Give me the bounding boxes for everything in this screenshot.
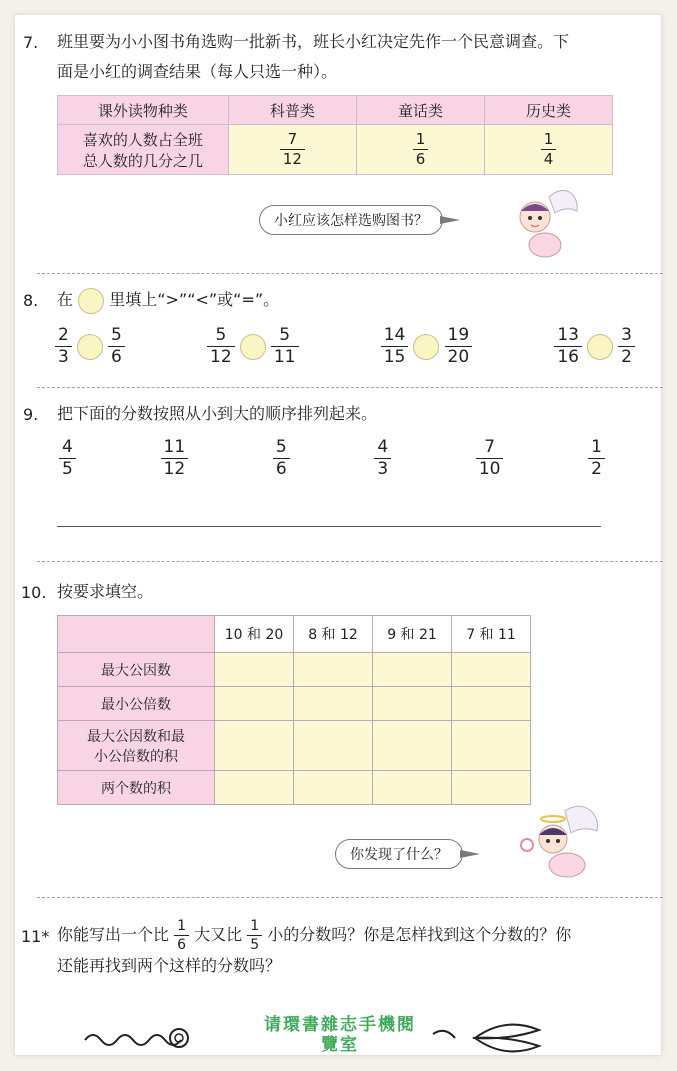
answer-circle[interactable] [78, 288, 104, 314]
q7-header-history: 历史类 [485, 96, 613, 125]
q10-col-2: 8 和 12 [294, 616, 373, 653]
answer-cell[interactable] [452, 771, 531, 805]
answer-cell[interactable] [294, 721, 373, 771]
answer-cell[interactable] [294, 653, 373, 687]
answer-cell[interactable] [294, 687, 373, 721]
q7-header-category: 课外读物种类 [58, 96, 229, 125]
answer-cell[interactable] [373, 721, 452, 771]
divider [37, 273, 663, 274]
q10-row-gcd: 最大公因数 [58, 653, 215, 687]
fraction: $\frac{1}{6}$ [413, 132, 429, 167]
q7-speech-bubble: 小红应该怎样选购图书？ [259, 205, 443, 235]
divider [37, 387, 663, 388]
fraction: $\frac{1}{6}$ [174, 919, 189, 952]
answer-circle[interactable] [77, 334, 103, 360]
q8-comparisons [55, 327, 635, 366]
q8-pair-3: $\frac{14}{15}$ $\frac{19}{20}$ [381, 327, 472, 366]
answer-cell[interactable] [373, 687, 452, 721]
angel-illustration-icon [509, 183, 581, 265]
q10-speech-bubble: 你发现了什么？ [335, 839, 463, 869]
answer-cell[interactable] [452, 653, 531, 687]
fraction: $\frac{11}{12}$ [161, 439, 189, 478]
answer-cell[interactable] [452, 687, 531, 721]
q7-row-label-line2: 总人数的几分之几 [82, 151, 203, 170]
q11-text-part3: 小的分数吗？你是怎样找到这个分数的？你 [267, 925, 572, 944]
q8-pair-1: $\frac{2}{3}$ $\frac{5}{6}$ [55, 327, 125, 366]
answer-cell[interactable] [373, 771, 452, 805]
q7-text-line1: 班里要为小小图书角选购一批新书，班长小红决定先作一个民意调查。下 [57, 32, 570, 51]
fraction: $\frac{1}{2}$ [588, 439, 605, 478]
q10-col-4: 7 和 11 [452, 616, 531, 653]
q9-answer-line[interactable] [57, 526, 601, 527]
q10-number: 10. [21, 583, 47, 602]
watermark-line2: 覽室 [321, 1035, 359, 1055]
answer-circle[interactable] [587, 334, 613, 360]
answer-cell[interactable] [452, 721, 531, 771]
q10-corner-cell [58, 616, 215, 653]
q8-pair-4: $\frac{13}{16}$ $\frac{3}{2}$ [554, 327, 635, 366]
answer-cell[interactable] [294, 771, 373, 805]
fraction: $\frac{7}{10}$ [476, 439, 504, 478]
fraction: $\frac{4}{5}$ [59, 439, 76, 478]
answer-circle[interactable] [413, 334, 439, 360]
angel-illustration-icon [515, 801, 605, 885]
divider [37, 897, 663, 898]
q10-row-product-gcd-lcm [58, 721, 215, 771]
q8-text-part2: 里填上“>”“<”或“=”。 [109, 290, 280, 309]
q7-header-science: 科普类 [228, 96, 356, 125]
q7-header-fairytale: 童话类 [357, 96, 485, 125]
footer-ornament [15, 1010, 661, 1055]
fraction: $\frac{7}{12}$ [280, 132, 305, 167]
fraction: $\frac{1}{5}$ [247, 919, 262, 952]
answer-cell[interactable] [215, 721, 294, 771]
answer-cell[interactable] [215, 771, 294, 805]
q10-table [57, 615, 531, 805]
q11-text-part2: 大又比 [194, 925, 243, 944]
q9-text: 把下面的分数按照从小到大的顺序排列起来。 [57, 404, 378, 423]
q8-instruction [57, 285, 279, 315]
q7-survey-table [57, 95, 613, 175]
fraction: $\frac{5}{6}$ [273, 439, 290, 478]
q11-number: 11* [21, 927, 50, 946]
q10-row-product: 两个数的积 [58, 771, 215, 805]
q8-text-part1: 在 [57, 290, 74, 309]
q11-text-part1: 你能写出一个比 [57, 925, 170, 944]
watermark-line1: 请環書雜志手機閱 [264, 1015, 416, 1035]
q7-text-line2: 面是小红的调查结果（每人只选一种）。 [57, 62, 338, 81]
q10-col-3: 9 和 21 [373, 616, 452, 653]
q10-col-1: 10 和 20 [215, 616, 294, 653]
q10-text: 按要求填空。 [57, 582, 154, 601]
fraction: $\frac{4}{3}$ [374, 439, 391, 478]
answer-cell[interactable] [215, 687, 294, 721]
q9-fractions [59, 439, 605, 478]
q7-row-label [58, 125, 229, 175]
q11-line1 [57, 919, 571, 952]
q8-number: 8. [23, 291, 39, 310]
answer-cell[interactable] [215, 653, 294, 687]
q7-cell-science [228, 125, 356, 175]
q10-row-label-line2: 小公倍数的积 [94, 748, 178, 765]
q7-number: 7. [23, 33, 39, 52]
worksheet-page [14, 14, 662, 1056]
q9-number: 9. [23, 405, 39, 424]
q7-cell-history [485, 125, 613, 175]
q10-row-lcm: 最小公倍数 [58, 687, 215, 721]
q8-pair-2: $\frac{5}{12}$ $\frac{5}{11}$ [207, 327, 298, 366]
q7-cell-fairytale [357, 125, 485, 175]
divider [37, 561, 663, 562]
q11-line2: 还能再找到两个这样的分数吗？ [57, 956, 282, 975]
answer-cell[interactable] [373, 653, 452, 687]
answer-circle[interactable] [240, 334, 266, 360]
q10-row-label-line1: 最大公因数和最 [87, 728, 185, 745]
fraction: $\frac{1}{4}$ [541, 132, 557, 167]
q7-row-label-line1: 喜欢的人数占全班 [82, 130, 203, 149]
